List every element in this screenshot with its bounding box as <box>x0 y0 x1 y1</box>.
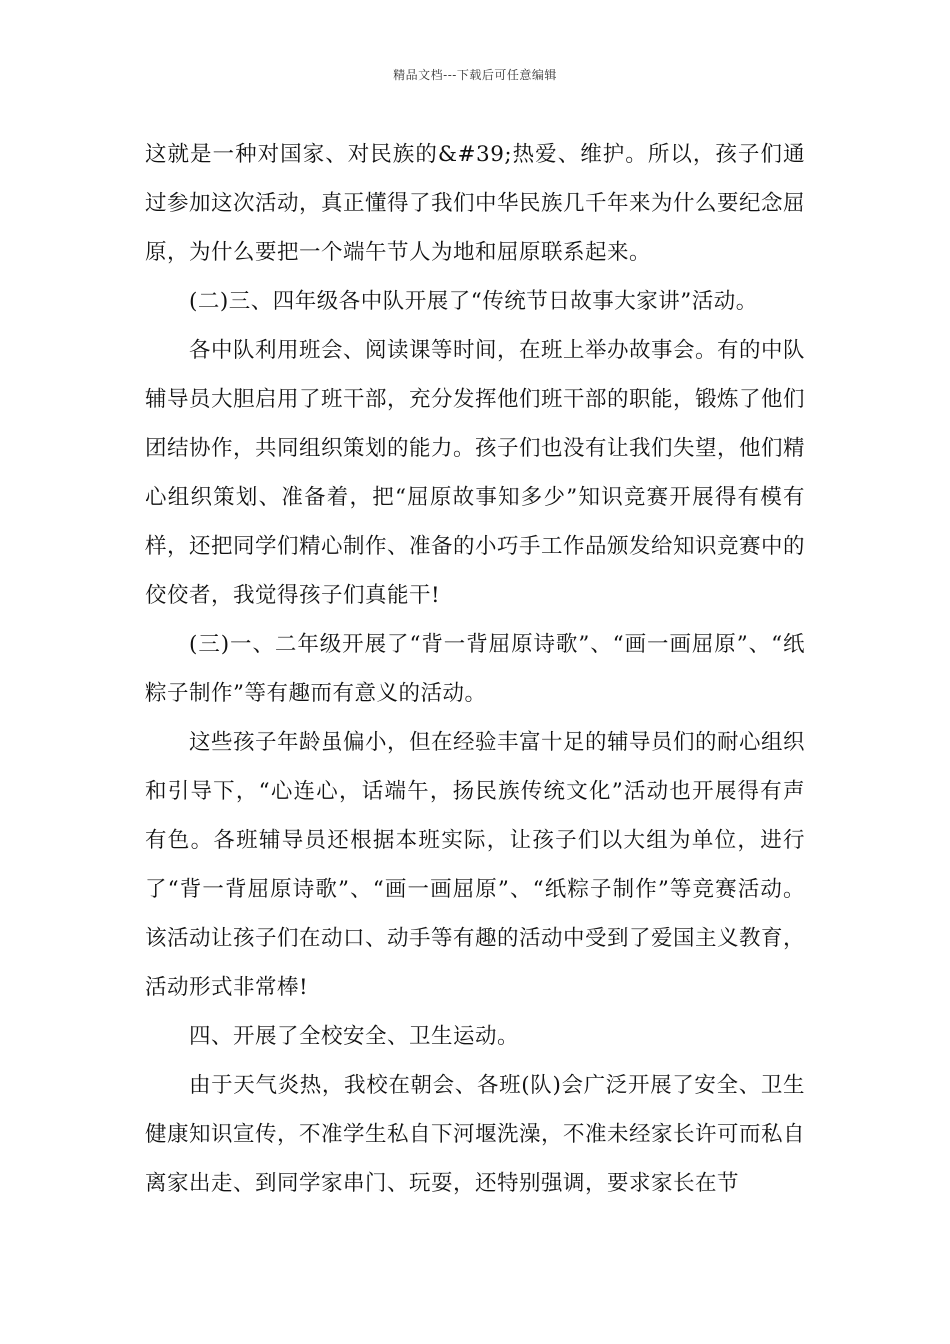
paragraph-6: 四、开展了全校安全、卫生运动。 <box>189 1024 520 1049</box>
paragraph-5: 这些孩子年龄虽偏小，但在经验丰富十足的辅导员们的耐心组织和引导下，“心连心，话端午，扬民族传统文化”活动也开展得有声有色。各班辅导员还根据本班实际，让孩子们以大组为单位，进行了“背一背屈原诗歌”、“画一画屈原”、“纸粽子制作”等竞赛活动。该活动让孩子们在动口、动手等有趣的活动中受到了爱国主义教育，活动形式非常棒! <box>145 730 806 1000</box>
paragraph-3: 各中队利用班会、阅读课等时间，在班上举办故事会。有的中队辅导员大胆启用了班干部，充分发挥他们班干部的职能，锻炼了他们团结协作，共同组织策划的能力。孩子们也没有让我们失望，他们精心组织策划、准备着，把“屈原故事知多少”知识竞赛开展得有模有样，还把同学们精心制作、准备的小巧手工作品颁发给知识竞赛中的佼佼者，我觉得孩子们真能干! <box>145 338 806 608</box>
paragraph-1: 这就是一种对国家、对民族的&#39;热爱、维护。所以，孩子们通过参加这次活动，真正懂得了我们中华民族几千年来为什么要纪念屈原，为什么要把一个端午节人为地和屈原联系起来。 <box>145 142 806 265</box>
paragraph-4: (三)一、二年级开展了“背一背屈原诗歌”、“画一画屈原”、“纸粽子制作”等有趣而有意义的活动。 <box>145 632 805 706</box>
document-body <box>145 130 805 1208</box>
page-header: 精品文档---下载后可任意编辑 <box>393 68 557 82</box>
paragraph-2: (二)三、四年级各中队开展了“传统节日故事大家讲”活动。 <box>189 289 758 314</box>
paragraph-7: 由于天气炎热，我校在朝会、各班(队)会广泛开展了安全、卫生健康知识宣传，不准学生私自下河堰洗澡，不准未经家长许可而私自离家出走、到同学家串门、玩耍，还特别强调，要求家长在节 <box>145 1073 806 1196</box>
